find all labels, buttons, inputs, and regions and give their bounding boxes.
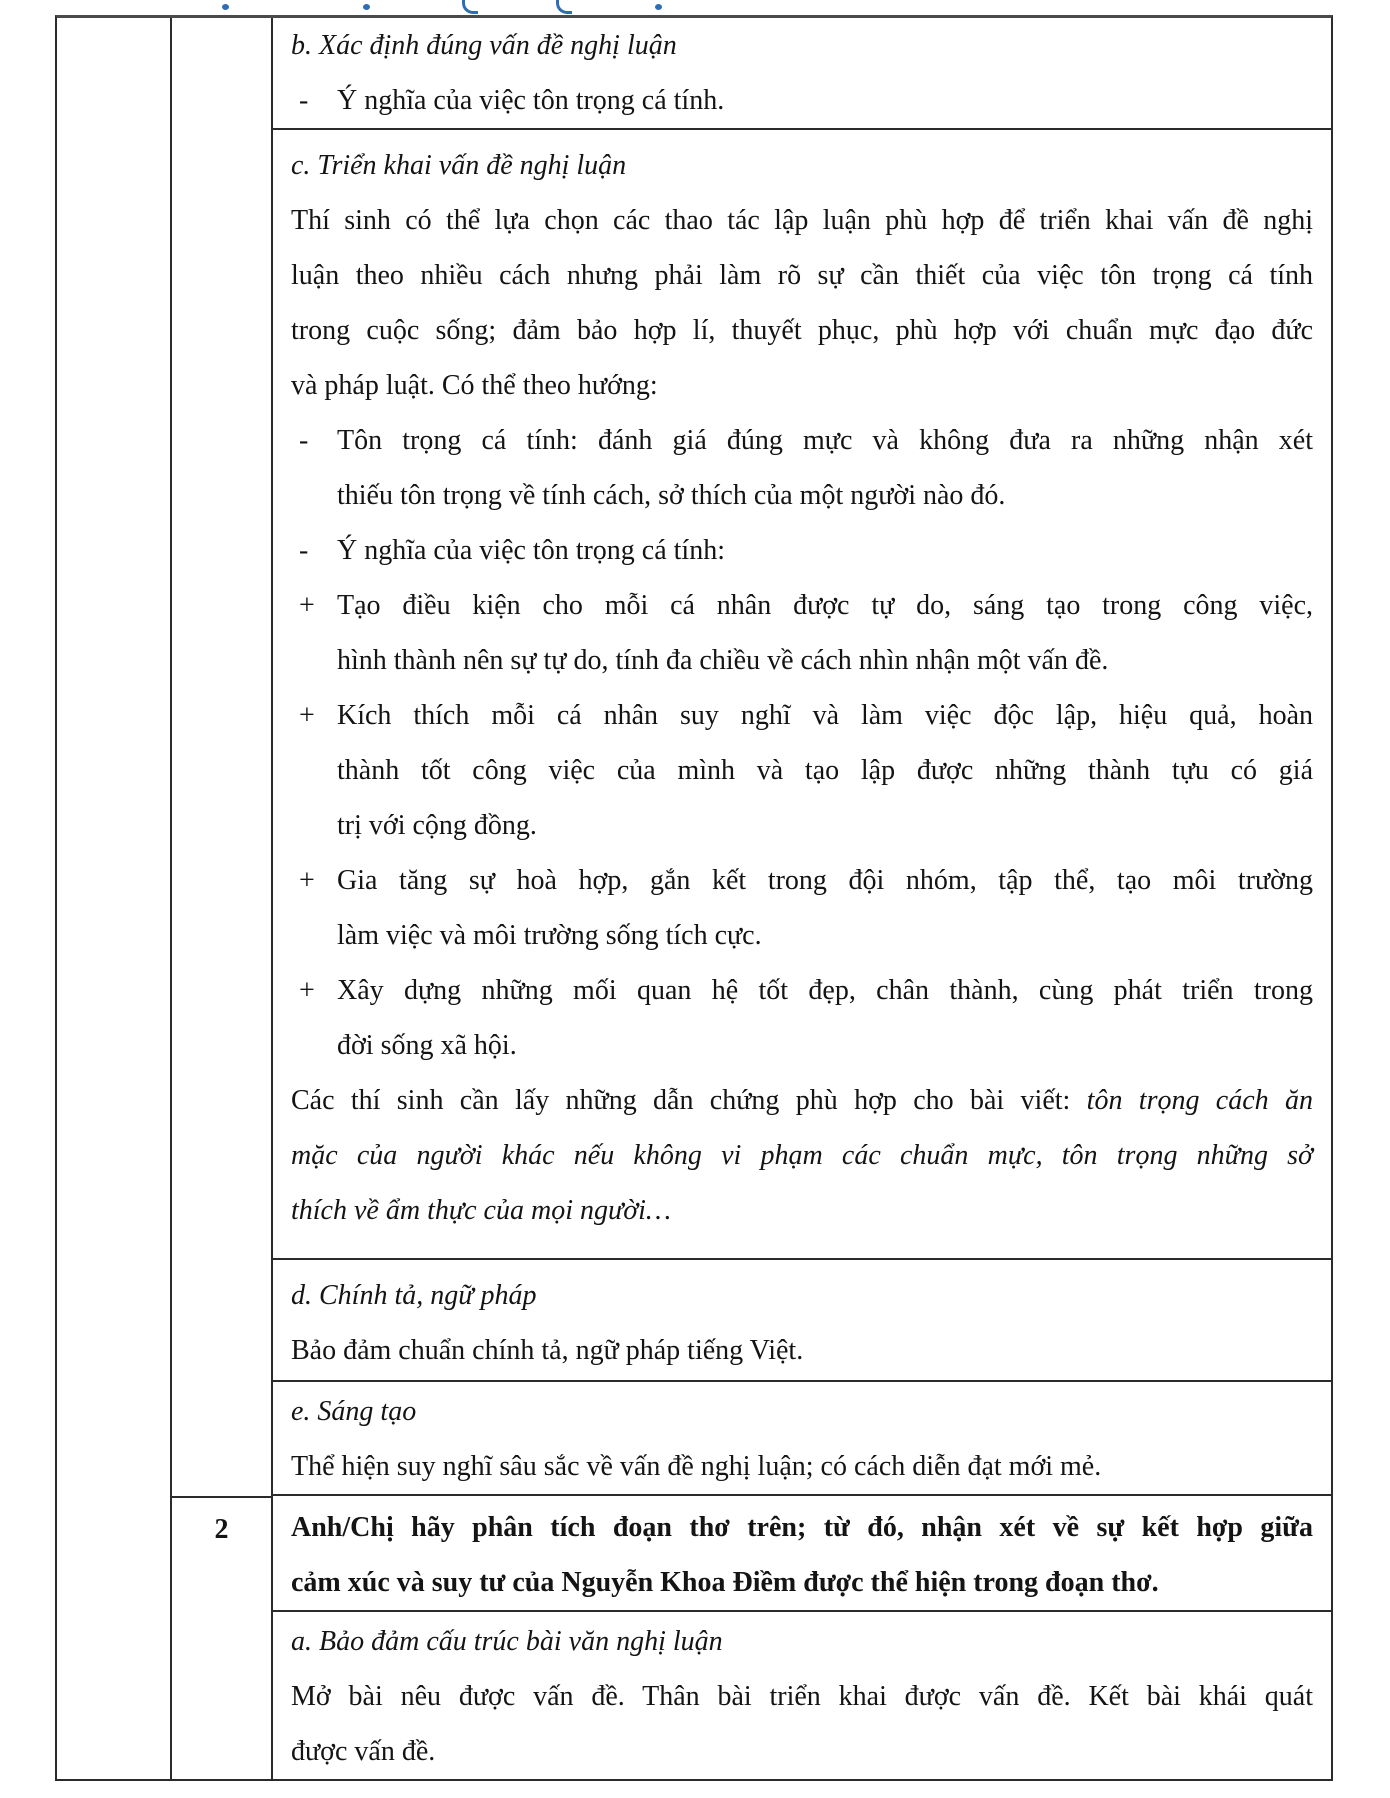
list-item-text: Ý nghĩa của việc tôn trọng cá tính: [337,535,725,566]
italic-example-line: mặc của người khác nếu không vi phạm các chuẩn mực, tôn trọng những sở [291,1140,1313,1171]
text-line: trong cuộc sống; đảm bảo hợp lí, thuyết phục, phù hợp với chuẩn mực đạo đức [291,315,1313,346]
criterion-heading: e. Sáng tạo [291,1396,417,1427]
clipped-letter-fragment [363,4,370,10]
text-line: Bảo đảm chuẩn chính tả, ngữ pháp tiếng Việt. [291,1335,804,1366]
list-item-line [273,413,1331,468]
question-text-line: cảm xúc và suy tư của Nguyễn Khoa Điềm được thể hiện trong đoạn thơ. [291,1567,1159,1598]
text-line: luận theo nhiều cách nhưng phải làm rõ sự cần thiết của việc tôn trọng cá tính [291,260,1313,291]
text-line: Thể hiện suy nghĩ sâu sắc về vấn đề nghị luận; có cách diễn đạt mới mẻ. [291,1451,1102,1482]
criterion-heading: d. Chính tả, ngữ pháp [291,1280,537,1311]
clipped-letter-fragment [462,0,478,14]
list-item-line [273,963,1331,1018]
text-line: Mở bài nêu được vấn đề. Thân bài triển khai được vấn đề. Kết bài khái quát [291,1681,1313,1712]
list-item-text: Tạo điều kiện cho mỗi cá nhân được tự do, sáng tạo trong công việc, [337,590,1313,621]
criterion-heading: b. Xác định đúng vấn đề nghị luận [291,30,677,61]
list-marker: + [299,865,315,896]
list-marker: - [299,425,309,456]
content-column [273,18,1331,1779]
list-item-text: Xây dựng những mối quan hệ tốt đẹp, chân thành, cùng phát triển trong [337,975,1313,1006]
list-marker: + [299,590,315,621]
sub-question-column [172,18,273,1779]
criterion-d-cell [273,1260,1331,1382]
text-line: làm việc và môi trường sống tích cực. [337,920,762,951]
mixed-style-line [273,1073,1331,1128]
text-line: trị với cộng đồng. [337,810,537,841]
empty-cell [172,18,271,1496]
clipped-letter-fragment [556,0,572,14]
text-line: đời sống xã hội. [337,1030,517,1061]
criterion-heading: a. Bảo đảm cấu trúc bài văn nghị luận [291,1626,723,1657]
list-item-text: Kích thích mỗi cá nhân suy nghĩ và làm việc độc lập, hiệu quả, hoàn [337,700,1313,731]
criterion-c-cell [273,130,1331,1260]
list-item-text: Gia tăng sự hoà hợp, gắn kết trong đội nhóm, tập thể, tạo môi trường [337,865,1313,896]
question-number-column [57,18,172,1779]
list-marker: - [299,85,309,116]
normal-text: Các thí sinh cần lấy những dẫn chứng phù hợp cho bài viết: [291,1085,1087,1116]
list-marker: + [299,975,315,1006]
criterion-heading: c. Triển khai vấn đề nghị luận [291,150,627,181]
list-item-line [273,853,1331,908]
text-line: thiếu tôn trọng về tính cách, sở thích của một người nào đó. [337,480,1006,511]
answer-key-table [55,15,1333,1781]
list-item-line [273,73,1331,128]
list-item-line [273,523,1331,578]
list-item-text: Ý nghĩa của việc tôn trọng cá tính. [337,85,725,116]
text-line: và pháp luật. Có thể theo hướng: [291,370,658,401]
clipped-blue-header [0,0,1390,14]
criterion-b-cell [273,18,1331,130]
list-item-line [273,578,1331,633]
question-2-number-cell [172,1496,271,1779]
list-item-line [273,688,1331,743]
list-item-text: Tôn trọng cá tính: đánh giá đúng mực và không đưa ra những nhận xét [337,425,1313,456]
italic-example-text: tôn trọng cách ăn [1086,1085,1314,1116]
text-line: Thí sinh có thể lựa chọn các thao tác lập luận phù hợp để triển khai vấn đề nghị [291,205,1313,236]
question-text-line: Anh/Chị hãy phân tích đoạn thơ trên; từ đó, nhận xét về sự kết hợp giữa [291,1512,1313,1543]
italic-example-line: thích về ẩm thực của mọi người… [291,1195,671,1226]
text-line: hình thành nên sự tự do, tính đa chiều về cách nhìn nhận một vấn đề. [337,645,1109,676]
list-marker: + [299,700,315,731]
question-2-number: 2 [214,1514,229,1545]
clipped-letter-fragment [655,4,662,10]
clipped-letter-fragment [222,4,229,10]
criterion-a-cell [273,1612,1331,1779]
criterion-e-cell [273,1382,1331,1496]
question-2-prompt-cell [273,1496,1331,1612]
text-line: thành tốt công việc của mình và tạo lập được những thành tựu có giá [337,755,1313,786]
list-marker: - [299,535,309,566]
text-line: được vấn đề. [291,1736,436,1767]
